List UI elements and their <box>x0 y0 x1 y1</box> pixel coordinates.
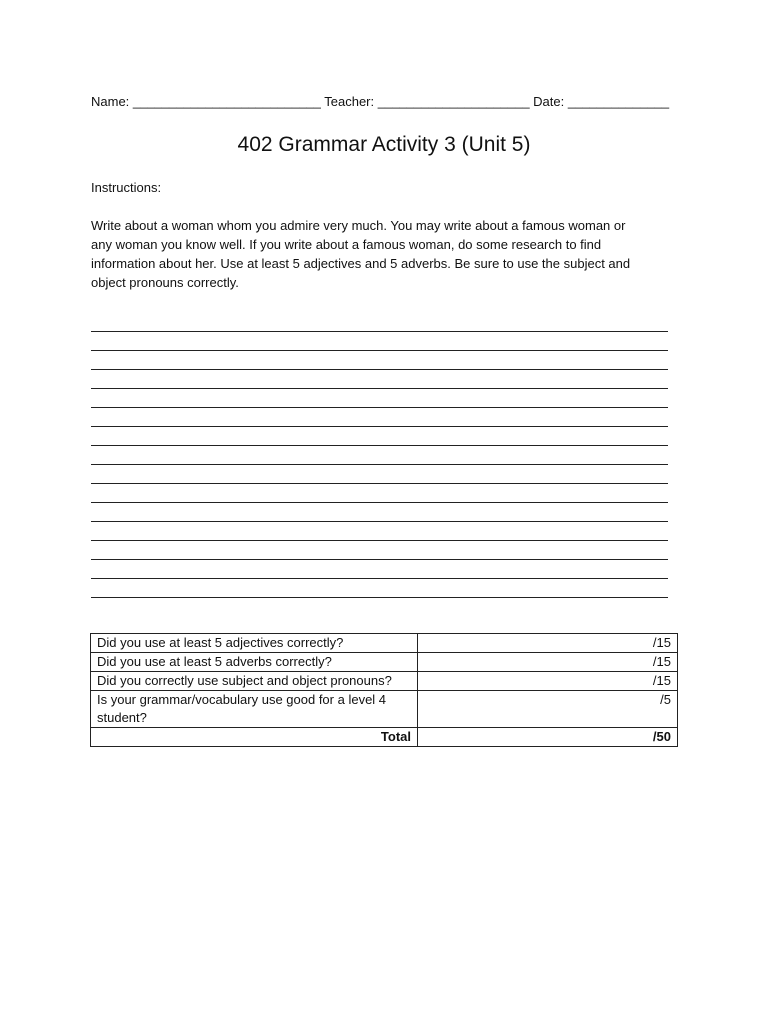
instructions-text <box>91 216 681 292</box>
table-row <box>91 653 678 672</box>
rubric-total-row <box>91 728 678 747</box>
writing-line[interactable] <box>91 465 668 484</box>
rubric-question: Did you use at least 5 adjectives correctly? <box>91 634 418 653</box>
table-row <box>91 634 678 653</box>
rubric-score: /15 <box>418 653 678 672</box>
writing-line[interactable] <box>91 579 668 598</box>
instructions-line: information about her. Use at least 5 adjectives and 5 adverbs. Be sure to use the subject and <box>91 256 631 271</box>
writing-line[interactable] <box>91 351 668 370</box>
student-info-line: Name: __________________________ Teacher: _____________________ Date: ______________ <box>91 94 670 109</box>
instructions-line: object pronouns correctly. <box>91 275 239 290</box>
rubric-question: Did you correctly use subject and object pronouns? <box>91 672 418 691</box>
rubric-score: /15 <box>418 672 678 691</box>
writing-line[interactable] <box>91 484 668 503</box>
writing-line[interactable] <box>91 446 668 465</box>
writing-line[interactable] <box>91 541 668 560</box>
writing-line[interactable] <box>91 389 668 408</box>
page-title: 402 Grammar Activity 3 (Unit 5) <box>237 133 531 156</box>
rubric-total-label: Total <box>91 728 418 747</box>
writing-line[interactable] <box>91 370 668 389</box>
writing-line[interactable] <box>91 332 668 351</box>
rubric-table <box>90 633 678 747</box>
rubric-score: /15 <box>418 634 678 653</box>
rubric-question: Is your grammar/vocabulary use good for a level 4 student? <box>91 691 418 728</box>
writing-line[interactable] <box>91 408 668 427</box>
rubric-total-score: /50 <box>418 728 678 747</box>
instructions-label: Instructions: <box>91 180 162 195</box>
rubric-question: Did you use at least 5 adverbs correctly? <box>91 653 418 672</box>
writing-line[interactable] <box>91 427 668 446</box>
writing-line[interactable] <box>91 560 668 579</box>
writing-line[interactable] <box>91 313 668 332</box>
writing-line[interactable] <box>91 522 668 541</box>
table-row <box>91 672 678 691</box>
writing-line[interactable] <box>91 503 668 522</box>
instructions-line: any woman you know well. If you write about a famous woman, do some research to find <box>91 237 602 252</box>
rubric-score: /5 <box>418 691 678 728</box>
table-row <box>91 691 678 728</box>
instructions-line: Write about a woman whom you admire very much. You may write about a famous woman or <box>91 218 626 233</box>
writing-area[interactable] <box>91 313 668 598</box>
